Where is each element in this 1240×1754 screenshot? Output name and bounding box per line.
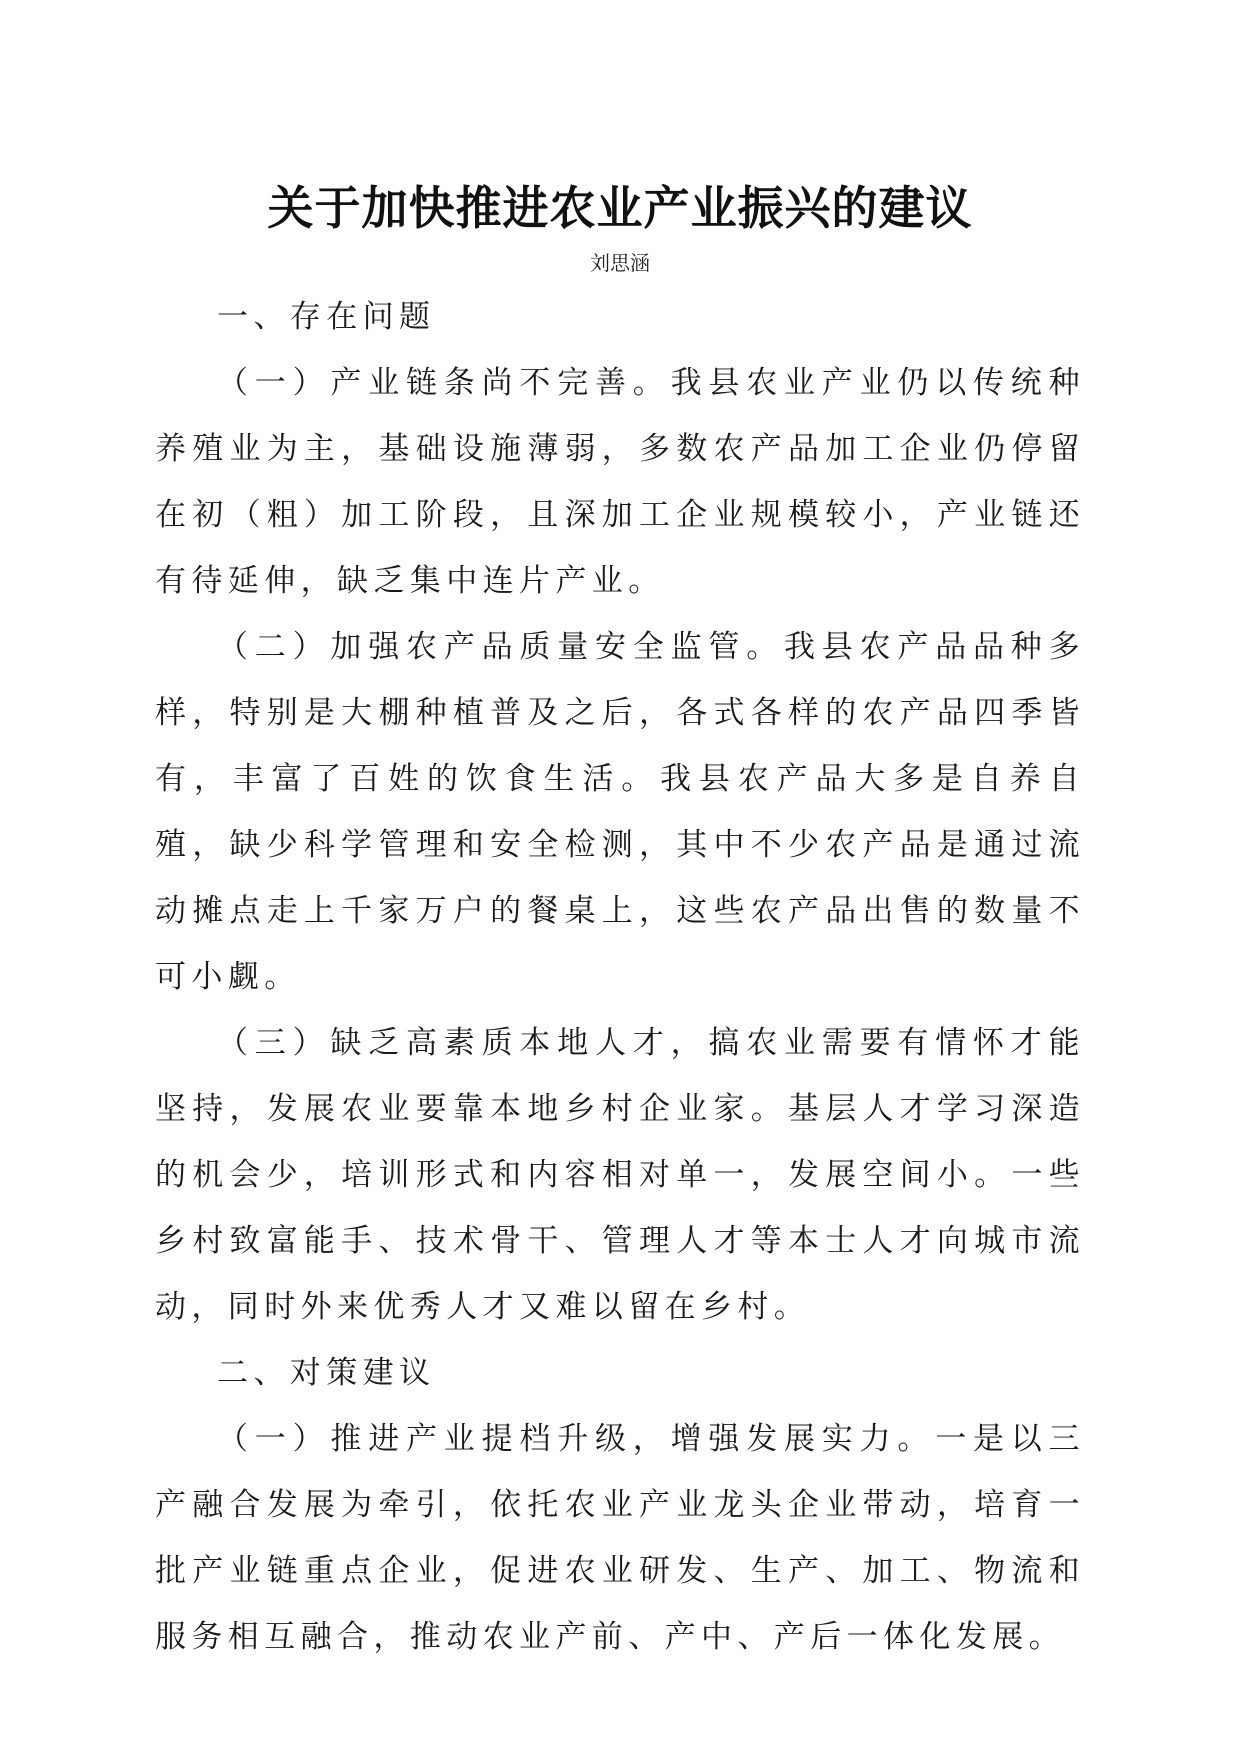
document-title: 关于加快推进农业产业振兴的建议: [267, 181, 973, 235]
paragraph-industry-chain: （一）产业链条尚不完善。我县农业产业仍以传统种养殖业为主，基础设施薄弱，多数农产品加工企业仍停留在初（粗）加工阶段，且深加工企业规模较小，产业链还有待延伸，缺乏集中连片产业。: [155, 365, 1085, 599]
document-body: [155, 284, 1085, 1670]
paragraph-quality-safety: （二）加强农产品质量安全监管。我县农产品品种多样，特别是大棚种植普及之后，各式各样的农产品四季皆有，丰富了百姓的饮食生活。我县农产品大多是自养自殖，缺少科学管理和安全检测，其中不少农产品是通过流动摊点走上千家万户的餐桌上，这些农产品出售的数量不可小觑。: [155, 629, 1085, 995]
paragraph-industry-upgrade: （一）推进产业提档升级，增强发展实力。一是以三产融合发展为牵引，依托农业产业龙头企业带动，培育一批产业链重点企业，促进农业研发、生产、加工、物流和服务相互融合，推动农业产前、产中、产后一体化发展。: [155, 1421, 1085, 1655]
section-heading-suggestions: 二、对策建议: [217, 1355, 436, 1391]
document-author: 刘思涵: [590, 251, 650, 275]
section-heading-problems: 一、存在问题: [217, 299, 436, 335]
paragraph-talent-shortage: （三）缺乏高素质本地人才，搞农业需要有情怀才能坚持，发展农业要靠本地乡村企业家。基层人才学习深造的机会少，培训形式和内容相对单一，发展空间小。一些乡村致富能手、技术骨干、管理人才等本士人才向城市流动，同时外来优秀人才又难以留在乡村。: [155, 1025, 1085, 1325]
